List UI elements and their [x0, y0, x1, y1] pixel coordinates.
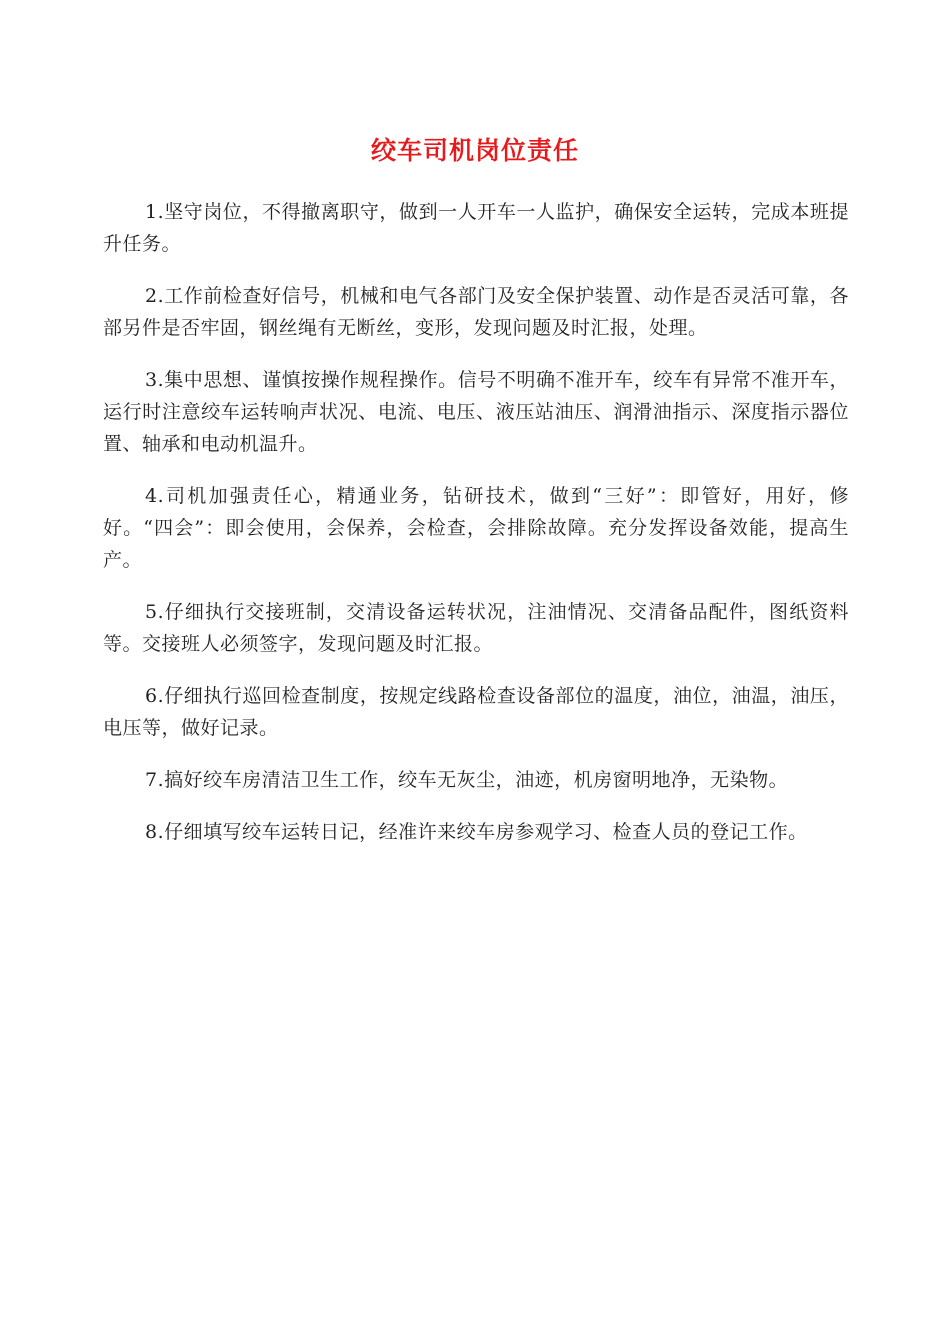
paragraph-3: 3.集中思想、谨慎按操作规程操作。信号不明确不准开车，绞车有异常不准开车，运行时注意绞车运转响声状况、电流、电压、液压站油压、润滑油指示、深度指示器位置、轴承和电动机温升。 [103, 369, 849, 455]
paragraph-7: 7.搞好绞车房清洁卫生工作，绞车无灰尘，油迹，机房窗明地净，无染物。 [145, 769, 789, 791]
paragraph-5: 5.仔细执行交接班制，交清设备运转状况，注油情况、交清备品配件，图纸资料等。交接班人必须签字，发现问题及时汇报。 [103, 601, 849, 655]
paragraph-6: 6.仔细执行巡回检查制度，按规定线路检查设备部位的温度，油位，油温，油压，电压等，做好记录。 [103, 685, 849, 739]
paragraph-8: 8.仔细填写绞车运转日记，经准许来绞车房参观学习、检查人员的登记工作。 [145, 821, 808, 843]
document-body [103, 196, 849, 868]
paragraph-1: 1.坚守岗位，不得撤离职守，做到一人开车一人监护，确保安全运转，完成本班提升任务。 [103, 201, 849, 255]
paragraph-4: 4.司机加强责任心，精通业务，钻研技术，做到“三好”：即管好，用好，修好。“四会”：即会使用，会保养，会检查，会排除故障。充分发挥设备效能，提高生产。 [103, 485, 849, 571]
paragraph-2: 2.工作前检查好信号，机械和电气各部门及安全保护装置、动作是否灵活可靠，各部另件是否牢固，钢丝绳有无断丝，变形，发现问题及时汇报，处理。 [103, 285, 849, 339]
document-title: 绞车司机岗位责任 [370, 136, 579, 165]
